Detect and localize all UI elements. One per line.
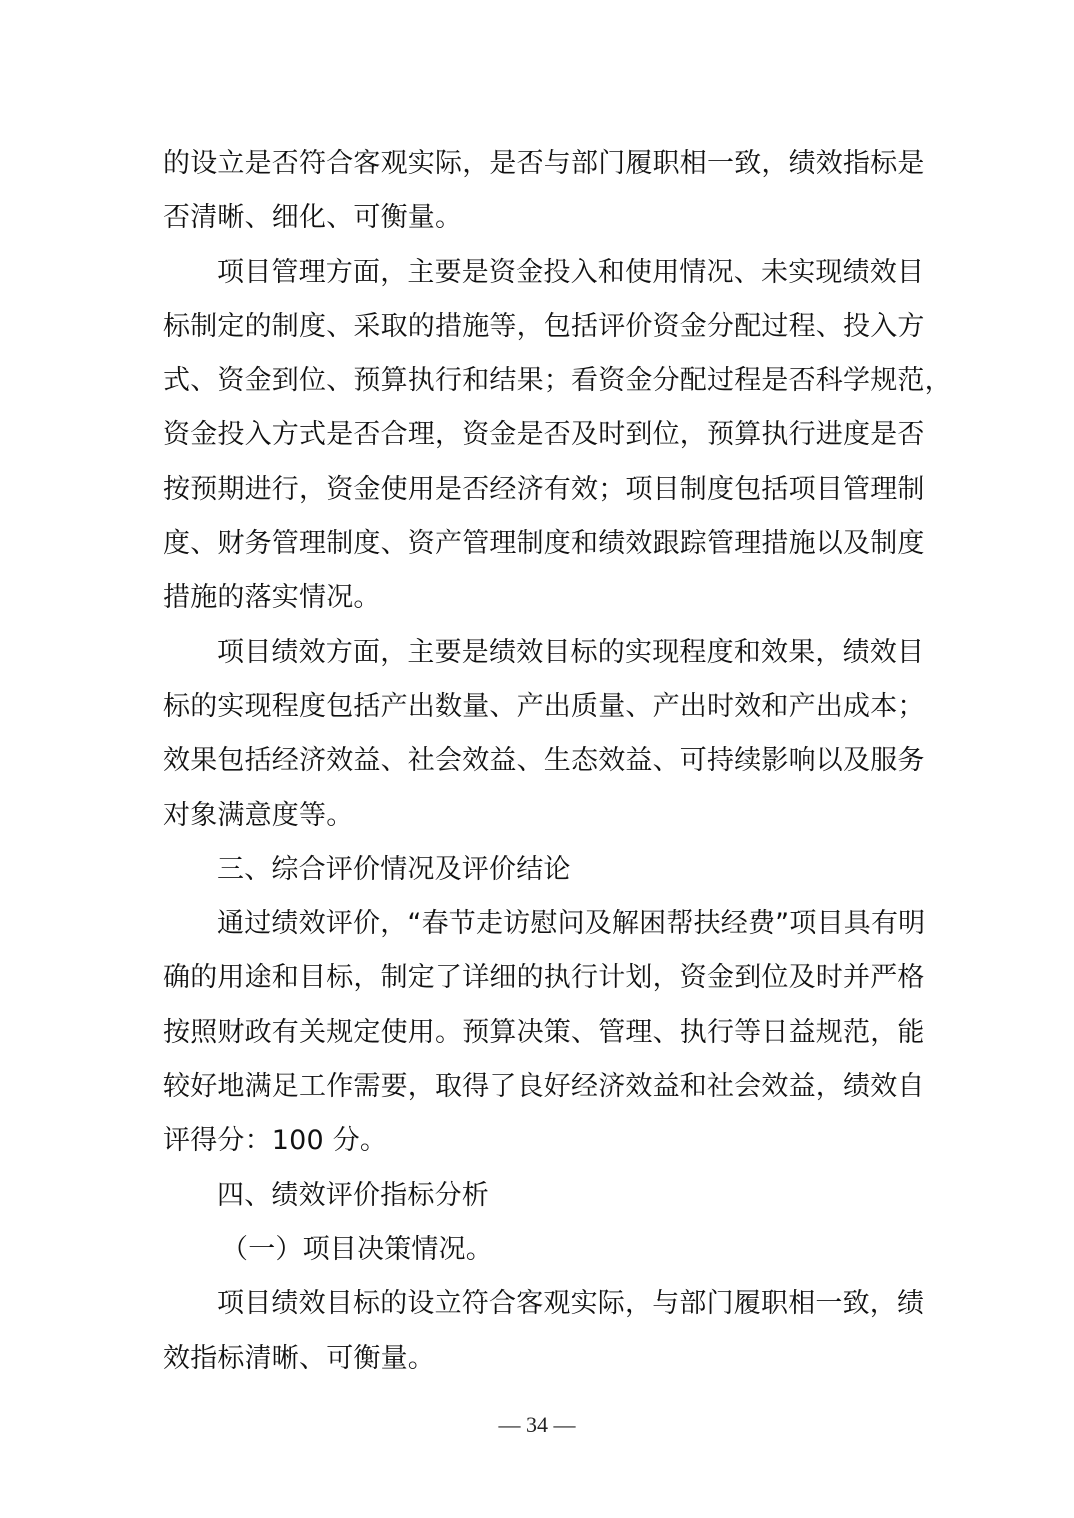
text-line: 项目绩效方面，主要是绩效目标的实现程度和效果，绩效目 (217, 636, 925, 668)
text-line: 标制定的制度、采取的措施等，包括评价资金分配过程、投入方 (163, 310, 925, 342)
text-line: 度、财务管理制度、资产管理制度和绩效跟踪管理措施以及制度 (163, 528, 925, 560)
text-line: 按预期进行，资金使用是否经济有效；项目制度包括项目管理制 (163, 473, 925, 505)
text-line: 项目管理方面，主要是资金投入和使用情况、未实现绩效目 (217, 256, 925, 288)
text-line: 评得分：100 分。 (163, 1125, 388, 1157)
text-line: 确的用途和目标，制定了详细的执行计划，资金到位及时并严格 (163, 962, 925, 994)
text-line: 按照财政有关规定使用。预算决策、管理、执行等日益规范，能 (163, 1016, 925, 1048)
text-line: 标的实现程度包括产出数量、产出质量、产出时效和产出成本； (163, 690, 925, 722)
text-line: （一）项目决策情况。 (221, 1233, 493, 1265)
text-line: 四、绩效评价指标分析 (217, 1179, 489, 1211)
text-line: 资金投入方式是否合理，资金是否及时到位，预算执行进度是否 (163, 419, 925, 451)
page-number: — 34 — (498, 1412, 576, 1437)
text-line: 否清晰、细化、可衡量。 (163, 202, 463, 234)
text-line: 项目绩效目标的设立符合客观实际，与部门履职相一致，绩 (217, 1288, 925, 1320)
text-line: 式、资金到位、预算执行和结果；看资金分配过程是否科学规范， (163, 365, 952, 397)
text-line: 较好地满足工作需要，取得了良好经济效益和社会效益，绩效自 (163, 1071, 925, 1103)
text-line: 效指标清晰、可衡量。 (163, 1342, 435, 1374)
text-line: 三、综合评价情况及评价结论 (217, 853, 571, 885)
text-line: 效果包括经济效益、社会效益、生态效益、可持续影响以及服务 (163, 745, 925, 777)
text-line: 对象满意度等。 (163, 799, 354, 831)
text-line: 措施的落实情况。 (163, 582, 381, 614)
document-body (163, 137, 952, 1386)
text-line: 通过绩效评价，“春节走访慰问及解困帮扶经费”项目具有明 (217, 908, 926, 940)
text-line: 的设立是否符合客观实际，是否与部门履职相一致，绩效指标是 (163, 148, 925, 179)
